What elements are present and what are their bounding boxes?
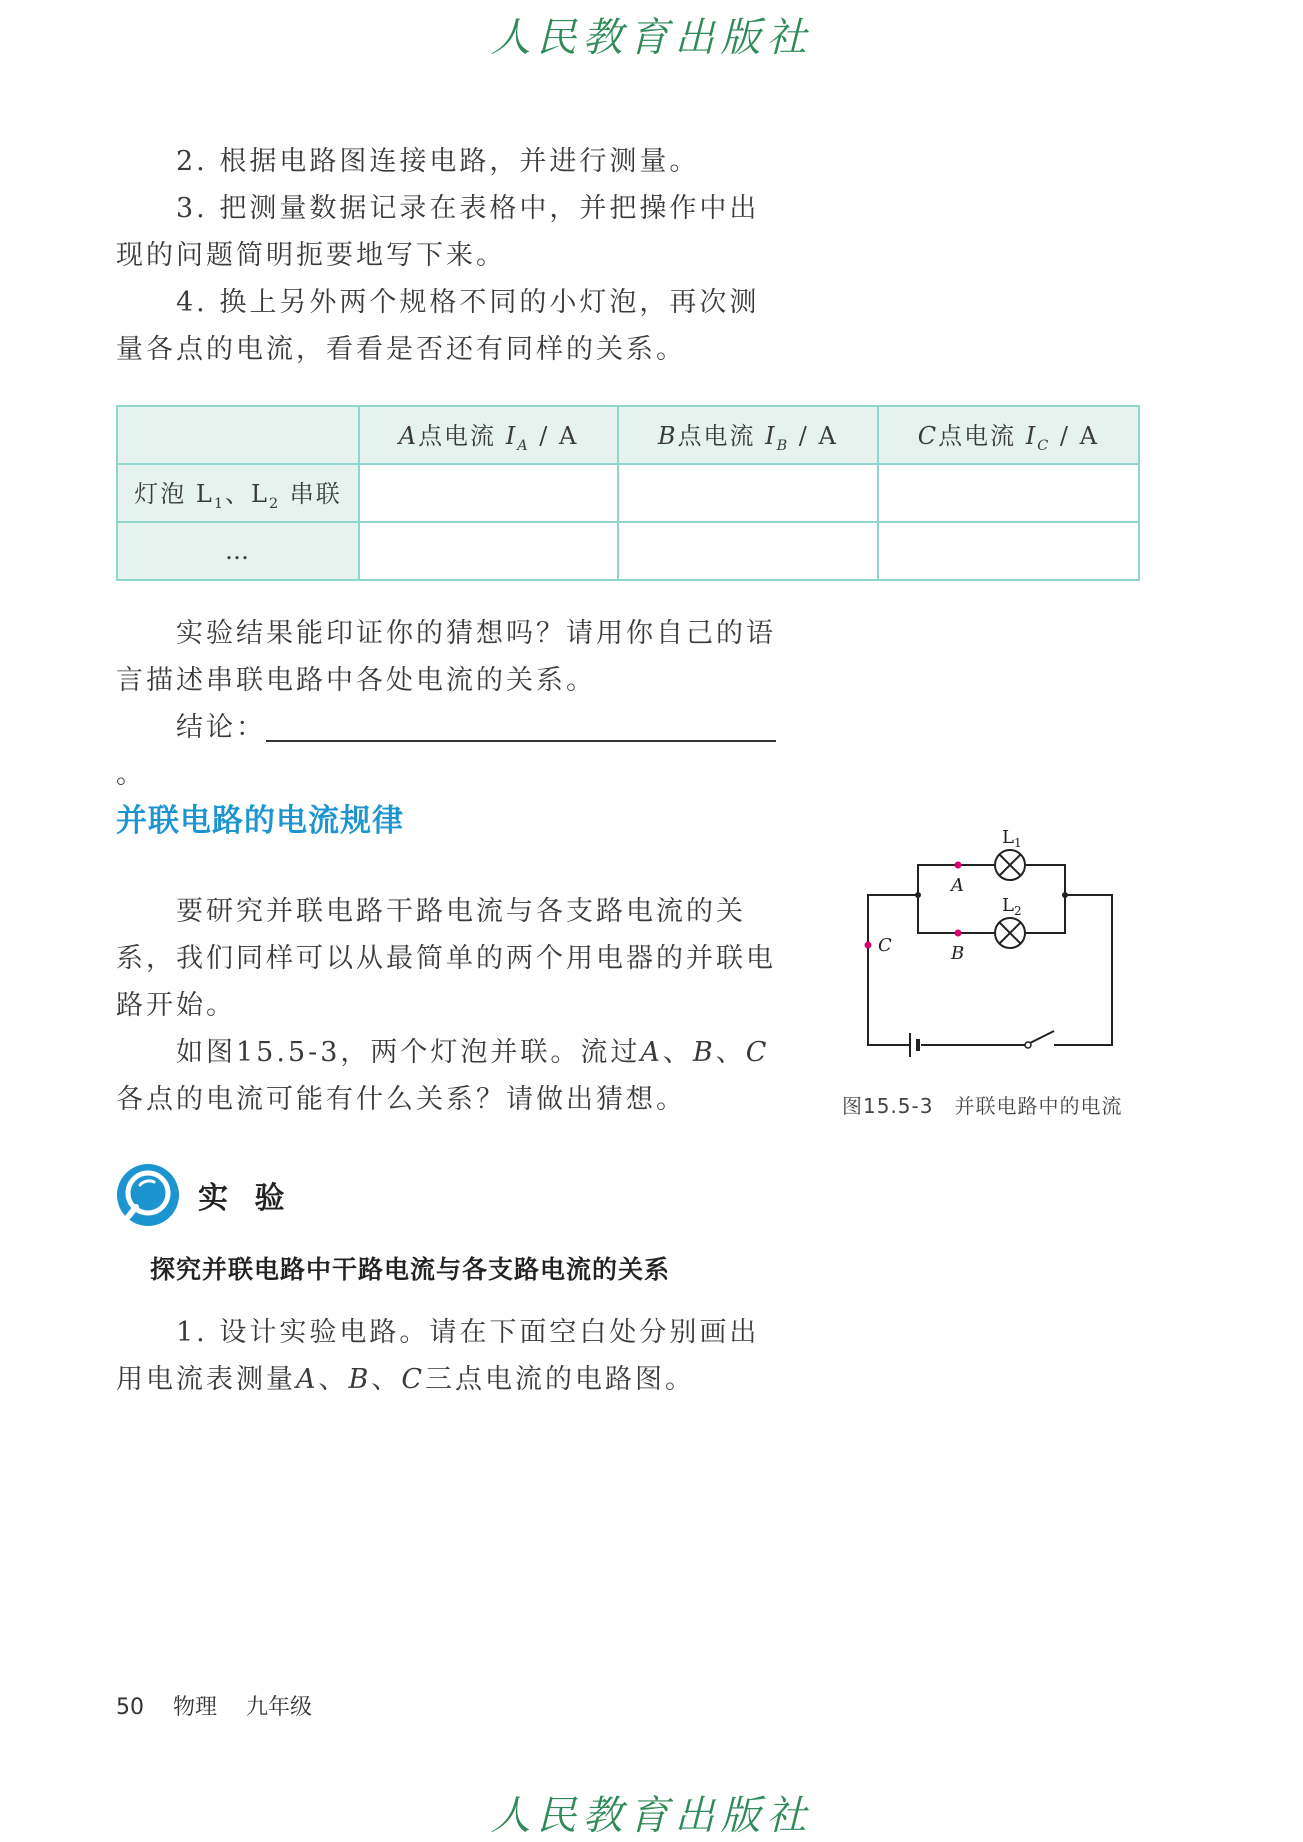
node-b-dot (955, 930, 962, 937)
node-c-dot (865, 942, 872, 949)
figure-paragraph: 如图15.5-3，两个灯泡并联。流过A、B、C各点的电流可能有什么关系？请做出猜想。 (116, 1037, 770, 1115)
measurement-table (116, 405, 1140, 581)
page-number: 50 (116, 1695, 144, 1720)
main-right-wire (1055, 895, 1112, 1045)
intro-paragraph: 要研究并联电路干路电流与各支路电流的关系，我们同样可以从最简单的两个用电器的并联电路开始。 (116, 896, 776, 1021)
table-cell (618, 464, 878, 522)
table-header-b: B点电流 $I_B$ / A (618, 406, 878, 464)
figure-caption: 图15.5-3 并联电路中的电流 (842, 1094, 1123, 1118)
switch-icon (1025, 1030, 1057, 1050)
publisher-logo-top: 人民教育出版社 (490, 15, 813, 61)
table-row-label-more: … (117, 522, 359, 580)
step-4-text: 4. 换上另外两个规格不同的小灯泡，再次测量各点的电流，看看是否还有同样的关系。 (116, 287, 760, 365)
table-row (117, 464, 1139, 522)
page-footer (116, 1690, 334, 1721)
parallel-circuit-diagram (850, 827, 1130, 1070)
junction-dot-left (915, 892, 921, 898)
experiment-label: 实 验 (198, 1181, 293, 1216)
table-cell (878, 464, 1139, 522)
publisher-logo-bottom: 人民教育出版社 (490, 1793, 813, 1839)
branch-bottom-left-wire (918, 895, 995, 933)
branch-top-right-wire (1025, 865, 1065, 895)
branch-bottom-right-wire (1025, 895, 1065, 933)
table-corner-cell (117, 406, 359, 464)
experiment-heading (116, 1163, 292, 1227)
footer-subject: 物理 (173, 1695, 218, 1720)
junction-dot-right (1062, 892, 1068, 898)
table-header-c: C点电流 $I_C$ / A (878, 406, 1139, 464)
table-header-a: A点电流 $I_A$ / A (359, 406, 618, 464)
table-cell (359, 522, 618, 580)
experiment-title: 探究并联电路中干路电流与各支路电流的关系 (150, 1255, 671, 1284)
conclusion-line (116, 704, 786, 798)
section-title: 并联电路的电流规律 (116, 803, 404, 839)
magnifier-icon (116, 1163, 180, 1227)
lamp-l1-icon (995, 850, 1025, 880)
label-lamp-l2: $L_2$ (1002, 895, 1022, 918)
conclusion-blank (266, 708, 776, 742)
table-row-label-series: 灯泡 $L_1$、$L_2$ 串联 (117, 464, 359, 522)
step-1-text: 1. 设计实验电路。请在下面空白处分别画出用电流表测量A、B、C三点电流的电路图。 (116, 1317, 760, 1395)
question-text: 实验结果能印证你的猜想吗？请用你自己的语言描述串联电路中各处电流的关系。 (116, 618, 776, 696)
table-cell (618, 522, 878, 580)
battery-icon (909, 1033, 921, 1057)
node-a-dot (955, 862, 962, 869)
table-row (117, 522, 1139, 580)
lamp-l2-icon (995, 918, 1025, 948)
label-point-c: C (878, 935, 892, 956)
conclusion-end: 。 (116, 759, 146, 790)
step-2-text: 2. 根据电路图连接电路，并进行测量。 (176, 146, 700, 177)
step-3-text: 3. 把测量数据记录在表格中，并把操作中出现的问题简明扼要地写下来。 (116, 193, 760, 271)
label-lamp-l1: $L_1$ (1002, 827, 1022, 850)
footer-grade: 九年级 (246, 1695, 313, 1720)
table-header-row (117, 406, 1139, 464)
table-cell (359, 464, 618, 522)
main-left-wire (868, 895, 918, 1045)
label-point-b: B (951, 943, 965, 964)
label-point-a: A (951, 875, 964, 896)
conclusion-label: 结论： (176, 712, 266, 743)
table-cell (878, 522, 1139, 580)
